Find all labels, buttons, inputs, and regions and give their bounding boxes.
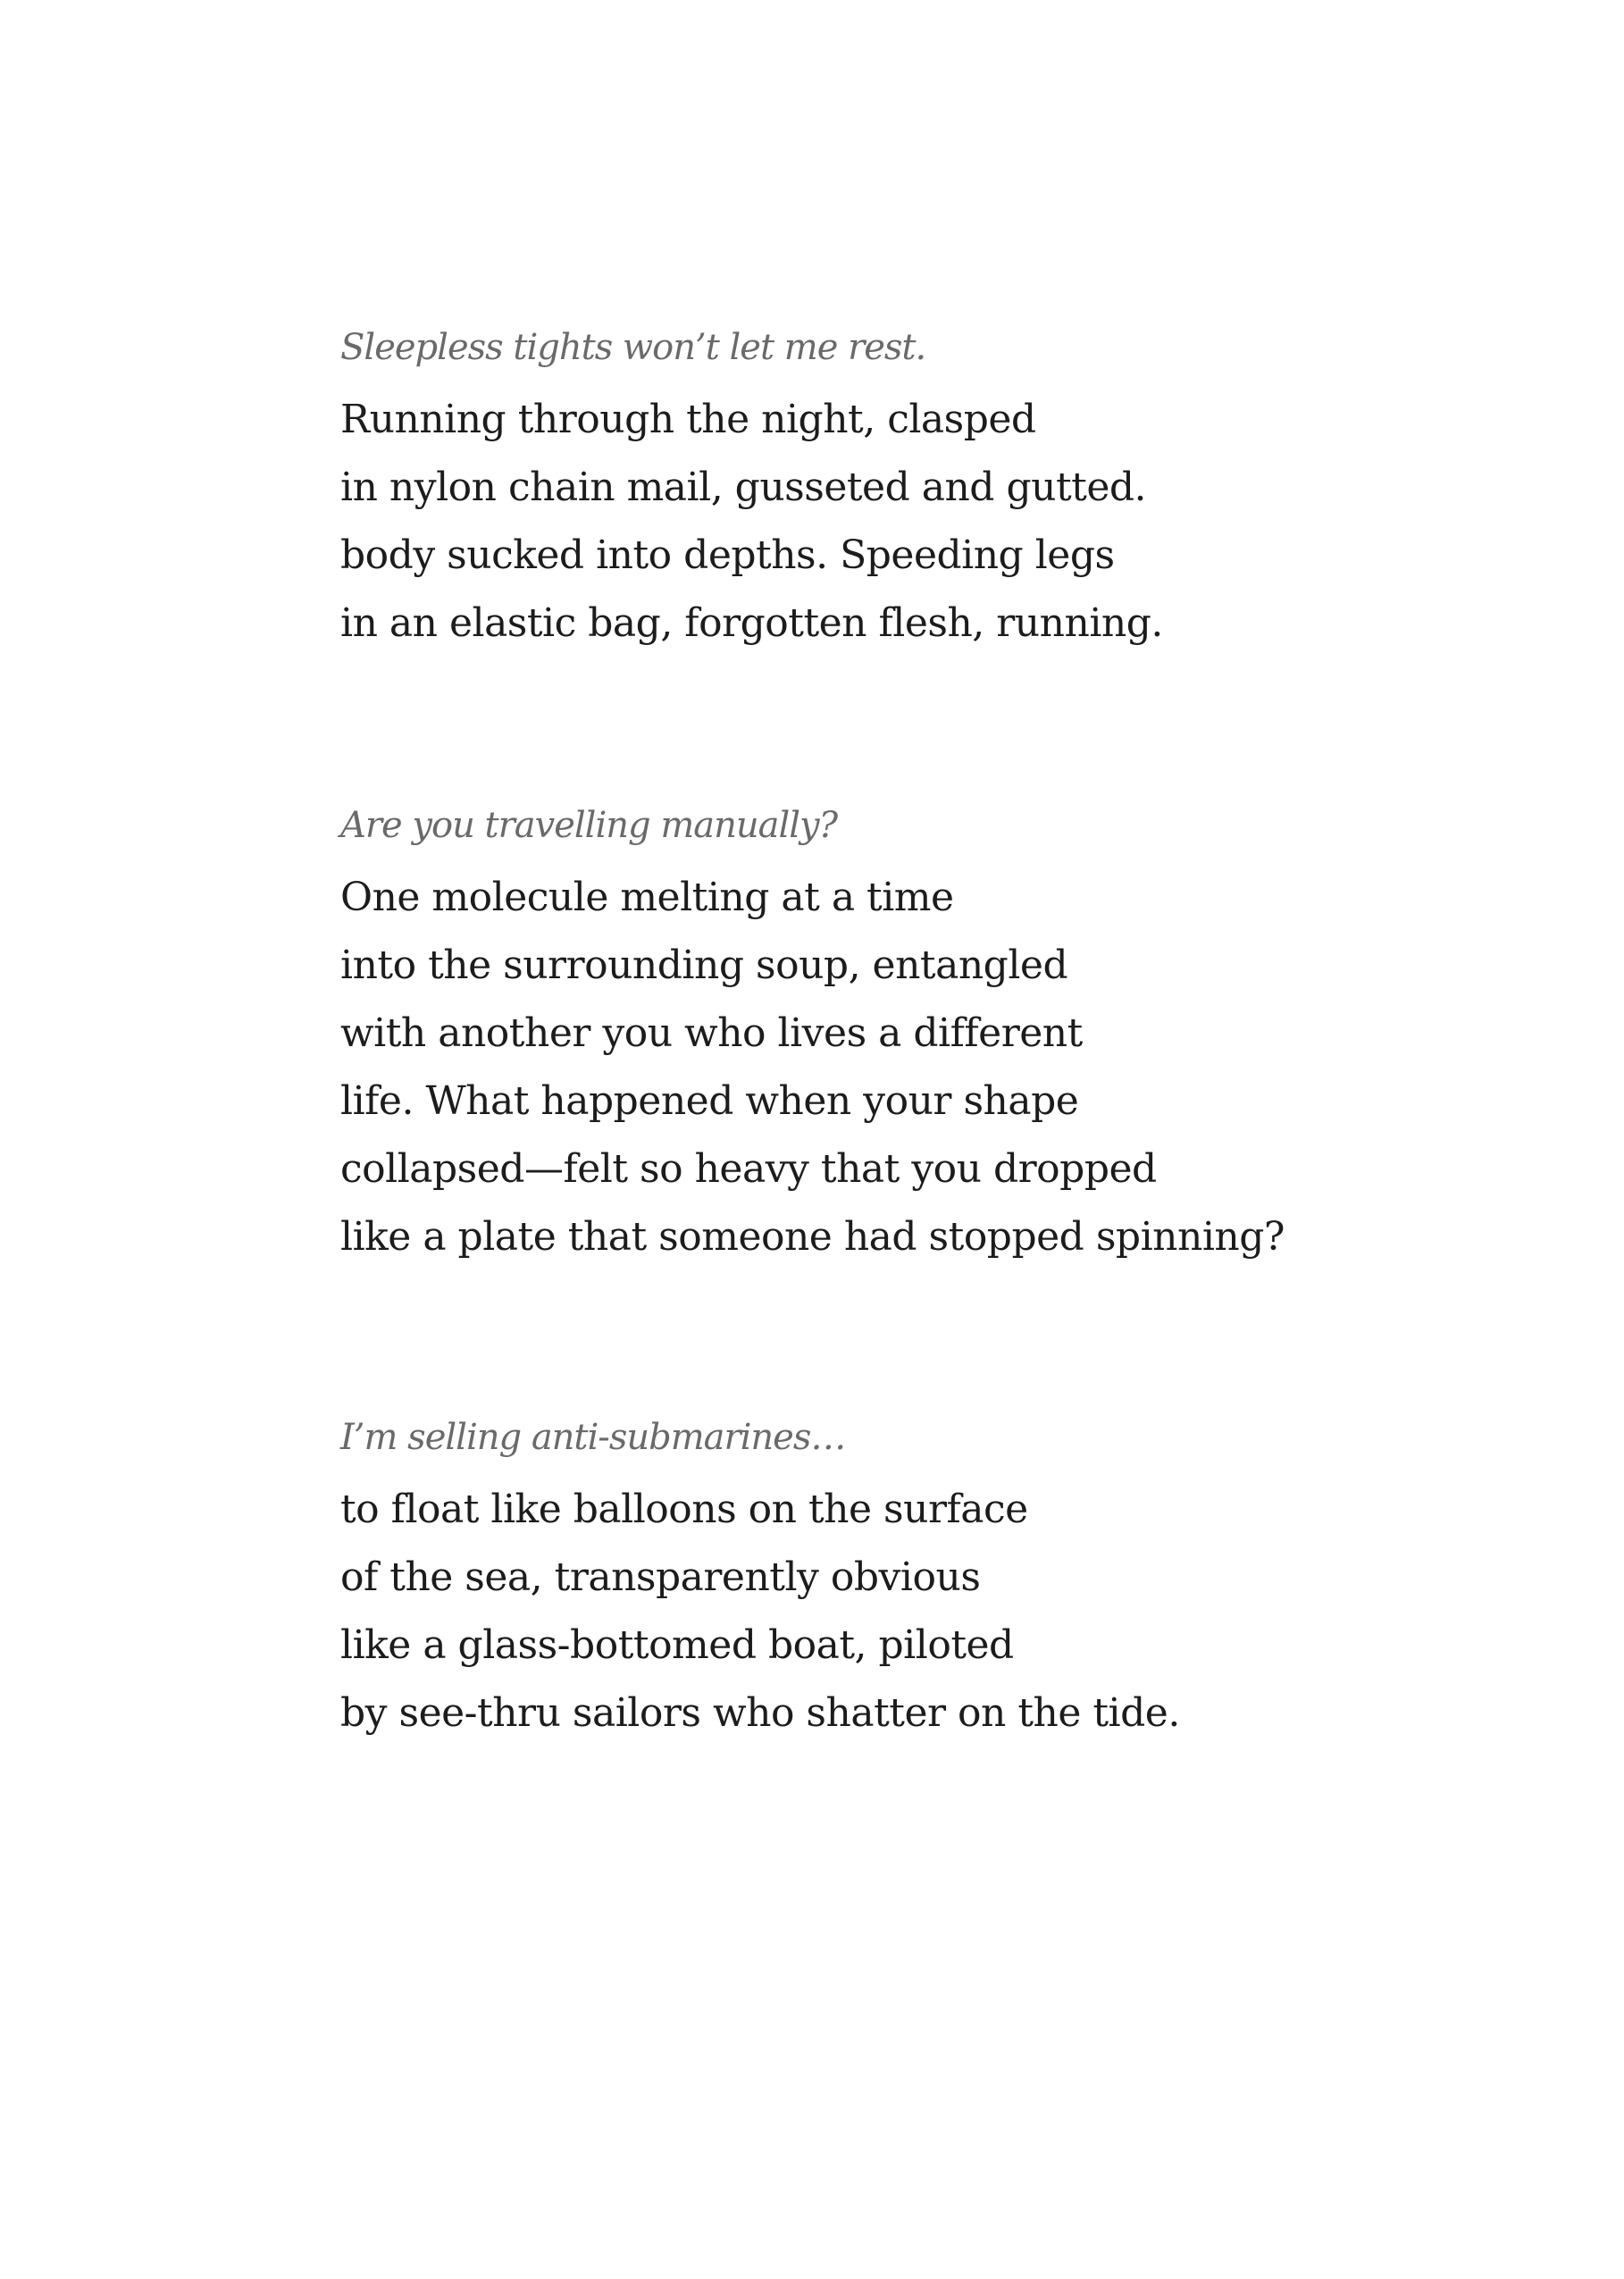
stanza-heading: Are you travelling manually? <box>340 805 838 846</box>
poem-line: body sucked into depths. Speeding legs <box>340 532 1115 578</box>
poem-line: Running through the night, clasped <box>340 397 1036 442</box>
poem-line: collapsed—felt so heavy that you dropped <box>340 1146 1157 1192</box>
stanza-1 <box>340 323 1502 658</box>
poem-line: into the surrounding soup, entangled <box>340 943 1068 988</box>
stanza-lines <box>340 1476 1502 1747</box>
stanza-heading: I’m selling anti-submarines… <box>340 1417 846 1458</box>
poem-line: like a plate that someone had stopped spinning? <box>340 1214 1285 1260</box>
poem-line: to float like balloons on the surface <box>340 1487 1028 1532</box>
poem-line: by see-thru sailors who shatter on the tide. <box>340 1690 1180 1736</box>
stanza-heading: Sleepless tights won’t let me rest. <box>340 327 926 368</box>
poem-line: of the sea, transparently obvious <box>340 1554 981 1600</box>
poem-line: like a glass-bottomed boat, piloted <box>340 1622 1014 1668</box>
stanza-3 <box>340 1413 1502 1747</box>
stanza-2 <box>340 801 1502 1271</box>
poem-line: in nylon chain mail, gusseted and gutted. <box>340 465 1147 510</box>
poem-line: life. What happened when your shape <box>340 1078 1079 1124</box>
stanza-lines <box>340 386 1502 658</box>
poem-line: in an elastic bag, forgotten flesh, running. <box>340 600 1163 646</box>
poem-line: One molecule melting at a time <box>340 875 954 920</box>
stanza-lines <box>340 864 1502 1271</box>
poem-line: with another you who lives a different <box>340 1010 1083 1056</box>
